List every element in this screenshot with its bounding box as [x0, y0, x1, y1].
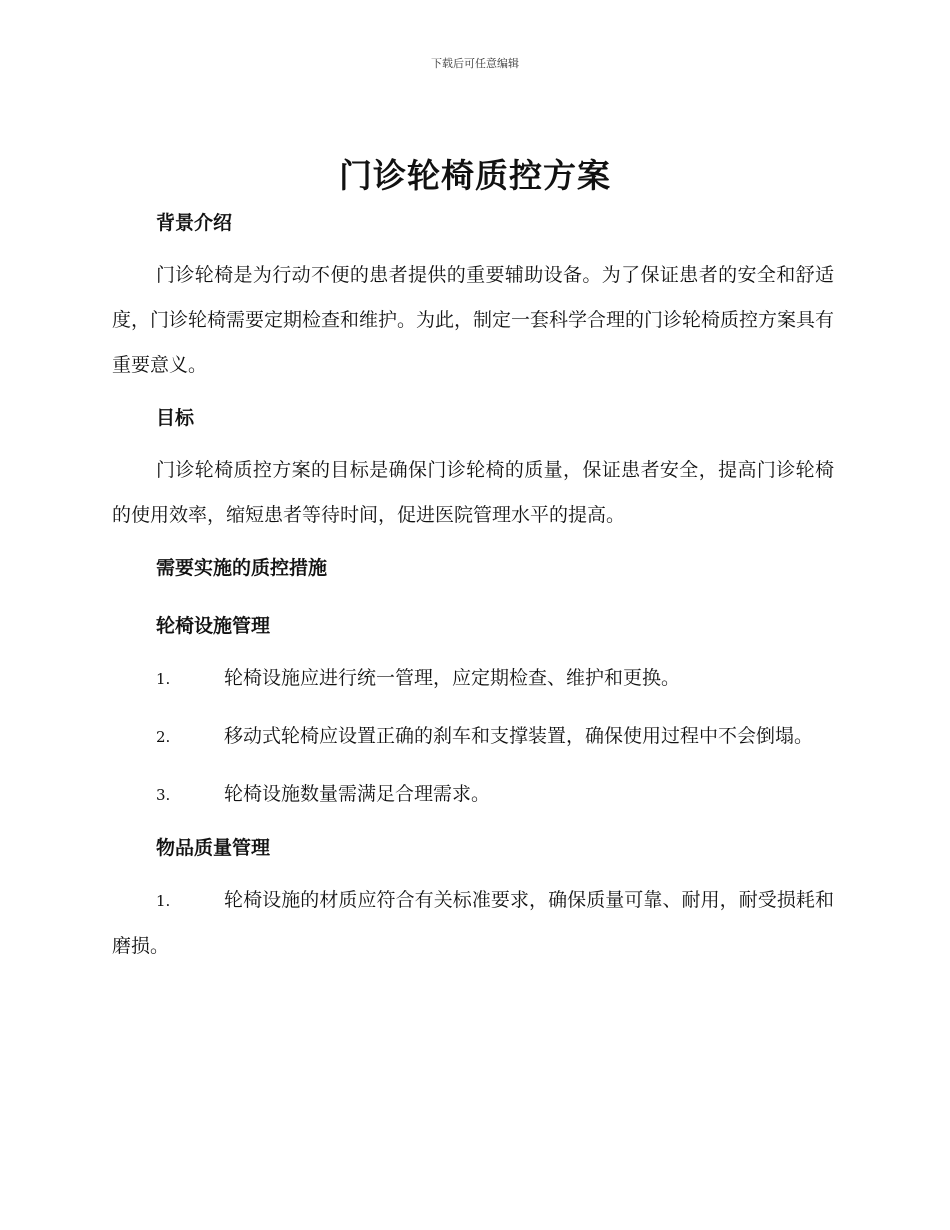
section-heading-goal: 目标	[156, 407, 195, 429]
section-heading-background: 背景介绍	[156, 212, 233, 234]
paragraph-background: 门诊轮椅是为行动不便的患者提供的重要辅助设备。为了保证患者的安全和舒适度，门诊轮椅需要定期检查和维护。为此，制定一套科学合理的门诊轮椅质控方案具有重要意义。	[112, 264, 835, 376]
list-item	[112, 772, 834, 818]
document-title: 门诊轮椅质控方案	[339, 156, 611, 195]
list-item-number: 2.	[156, 728, 171, 746]
section-heading-measures: 需要实施的质控措施	[156, 557, 328, 579]
list-item	[112, 878, 834, 969]
list-item-text: 轮椅设施应进行统一管理，应定期检查、维护和更换。	[224, 667, 681, 689]
section-heading-facility: 轮椅设施管理	[156, 615, 271, 637]
list-item-text: 轮椅设施数量需满足合理需求。	[224, 783, 491, 805]
list-item-text: 移动式轮椅应设置正确的刹车和支撑装置，确保使用过程中不会倒塌。	[224, 725, 814, 747]
list-item	[112, 714, 834, 760]
document-body	[112, 205, 834, 969]
list-item-number: 3.	[156, 786, 171, 804]
header-note: 下载后可任意编辑	[431, 57, 519, 70]
list-item-number: 1.	[156, 670, 171, 688]
list-item-number: 1.	[156, 892, 171, 910]
section-heading-quality: 物品质量管理	[156, 837, 271, 859]
list-item-text: 轮椅设施的材质应符合有关标准要求，确保质量可靠、耐用，耐受损耗和磨损。	[112, 889, 834, 957]
paragraph-goal: 门诊轮椅质控方案的目标是确保门诊轮椅的质量，保证患者安全，提高门诊轮椅的使用效率，缩短患者等待时间，促进医院管理水平的提高。	[112, 459, 834, 526]
list-item	[112, 656, 834, 702]
